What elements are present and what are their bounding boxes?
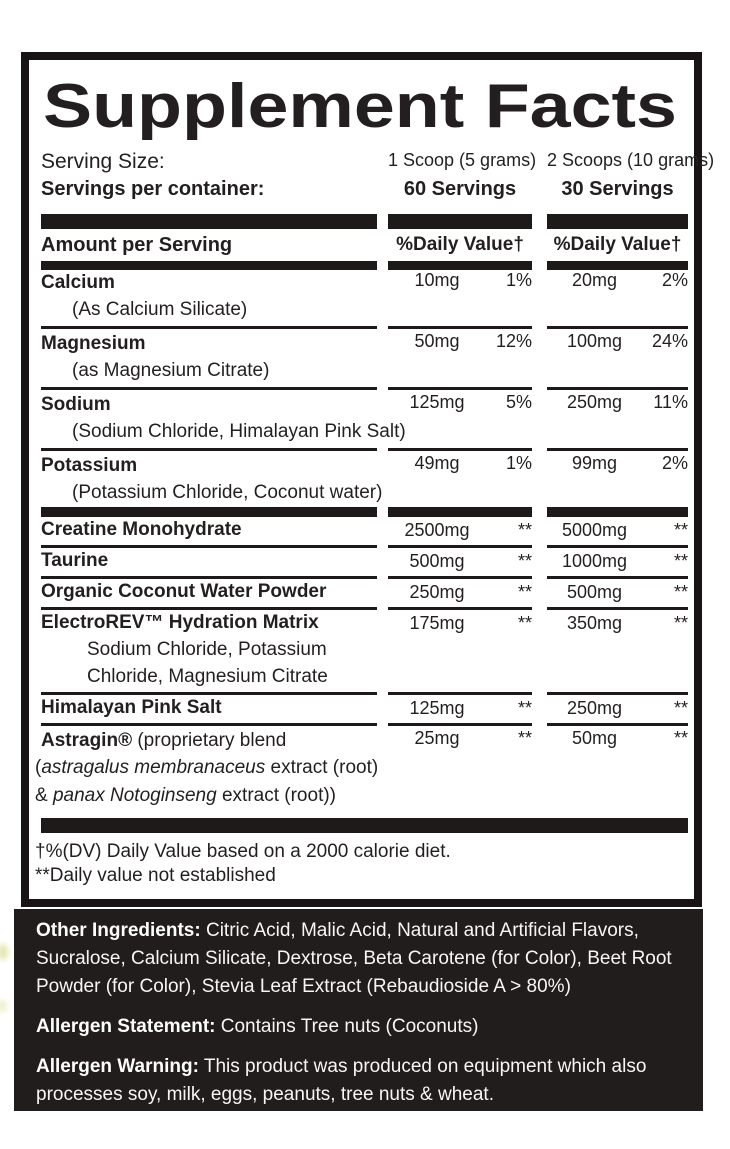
section-bar-top [29,214,694,229]
table-row-taurine [29,550,694,574]
col1-value: 125mg 5% [409,392,532,412]
col2-value: 350mg ** [566,613,688,633]
col1-value: 25mg ** [414,728,532,748]
daily-value-header-2: %Daily Value† [553,234,682,255]
serving-size-label: Serving Size: [41,150,165,173]
edge-artifact-smudge [0,944,8,960]
col1-value: 175mg ** [409,613,532,633]
table-row-creatine [29,519,694,543]
allergen-statement: Allergen Statement: Contains Tree nuts (Coconuts) [36,1016,479,1037]
ingredient-source: (as Magnesium Citrate) [72,360,270,381]
row-separator [29,605,694,612]
col2-value: 250mg 11% [566,392,688,412]
col2-value: 5000mg ** [561,520,688,540]
ingredient-name: Sodium [41,394,111,415]
table-row-astragin [29,728,694,754]
astragin-blend-line-2: & panax Notoginseng extract (root)) [35,785,337,806]
ingredient-name: Astragin® (proprietary blend [41,730,287,751]
container-label: Servings per container: [41,178,265,200]
amount-per-serving-header: Amount per Serving [41,233,233,256]
ingredients-allergen-panel [14,909,703,1111]
ingredient-name: Calcium [41,272,115,293]
col2-value: 250mg ** [566,698,688,718]
blend-ingredients-line-2: Chloride, Magnesium Citrate [87,666,328,687]
ingredient-name: Taurine [41,550,109,571]
col1-value: 49mg 1% [414,453,532,473]
ingredient-name: Creatine Monohydrate [41,519,242,540]
table-header-row [29,229,694,261]
blend-ingredients-line-1: Sodium Chloride, Potassium [87,639,327,660]
edge-artifact-smudge [0,1000,7,1012]
col1-servings: 60 Servings [403,178,517,200]
table-row-sodium [29,392,694,418]
ingredient-name: Magnesium [41,333,146,354]
table-row-calcium [29,270,694,296]
table-row-magnesium [29,331,694,357]
footnote-not-established: **Daily value not established [35,865,276,886]
other-ingredients: Other Ingredients: Citric Acid, Malic Acid, Natural and Artificial Flavors, Sucralose, Calcium Silicate, Dextrose, Beta Carotene (for Color), Beet Root Powder (for Color), Stevia Leaf Extract (Rebaudioside A > 80%) [36,920,672,997]
col2-value: 50mg ** [571,728,688,748]
row-separator [29,543,694,550]
servings-per-container-row [29,178,694,206]
daily-value-header-1: %Daily Value† [396,234,524,255]
col2-value: 1000mg ** [561,551,688,571]
col2-servings: 30 Servings [561,178,674,200]
col1-value: 250mg ** [409,582,532,602]
ingredient-source: (As Calcium Silicate) [72,299,248,320]
row-separator [29,324,694,331]
row-separator [29,385,694,392]
table-row-electrorev [29,612,694,636]
col2-value: 20mg 2% [571,270,688,290]
col2-scoop: 2 Scoops (10 grams) [547,150,715,170]
supplement-facts-panel [21,52,715,907]
allergen-warning: Allergen Warning: This product was produced on equipment which also processes soy, milk, eggs, peanuts, tree nuts & wheat. [36,1056,647,1105]
col1-value: 500mg ** [409,551,532,571]
panel-title-wrap [43,72,694,138]
section-bar-mid [29,507,694,517]
col1-value: 125mg ** [409,698,532,718]
row-separator [29,574,694,581]
ingredient-name: Potassium [41,455,138,476]
col2-value: 500mg ** [566,582,688,602]
header-underline-bar [29,261,694,270]
col2-value: 100mg 24% [566,331,688,351]
col1-value: 10mg 1% [414,270,532,290]
table-row-potassium [29,453,694,479]
col1-value: 2500mg ** [404,520,532,540]
col1-scoop: 1 Scoop (5 grams) [388,150,537,170]
row-separator [29,690,694,697]
section-bar-bottom [41,818,688,833]
ingredient-name: Organic Coconut Water Powder [41,581,327,602]
panel-title-svg [43,72,693,140]
serving-size-row [29,150,715,176]
astragin-blend-line-1: (astragalus membranaceus extract (root) [35,757,379,778]
col1-value: 50mg 12% [414,331,532,351]
ingredient-name: ElectroREV™ Hydration Matrix [41,612,319,633]
table-row-coconut-water-powder [29,581,694,605]
row-separator [29,721,694,728]
panel-title: Supplement Facts [43,72,677,140]
ingredient-name: Himalayan Pink Salt [41,697,222,718]
table-row-himalayan-pink-salt [29,697,694,721]
ingredient-source: (Potassium Chloride, Coconut water) [72,482,383,503]
row-separator [29,446,694,453]
footnote-daily-value: †%(DV) Daily Value based on a 2000 calorie diet. [35,841,451,862]
col2-value: 99mg 2% [571,453,688,473]
ingredient-source: (Sodium Chloride, Himalayan Pink Salt) [72,421,406,442]
